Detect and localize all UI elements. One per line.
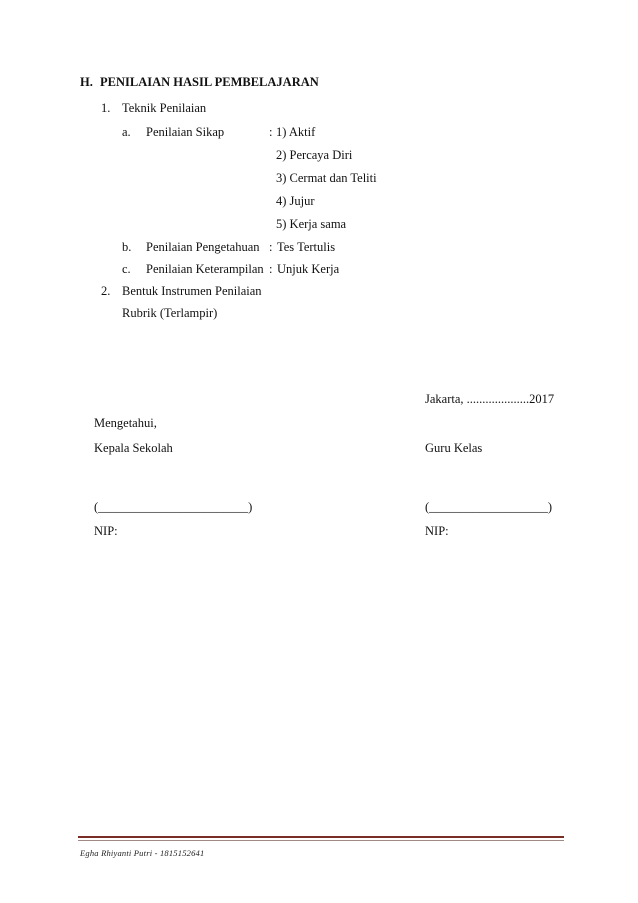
subitem-letter: a.	[122, 125, 131, 139]
item-label: Bentuk Instrumen Penilaian	[122, 284, 262, 298]
headmaster-role: Kepala Sekolah	[94, 441, 173, 455]
footer-divider	[78, 836, 564, 838]
teacher-nip: NIP:	[425, 524, 449, 538]
subitem-letter: c.	[122, 262, 131, 276]
footer-divider-thin	[78, 840, 564, 841]
teacher-role: Guru Kelas	[425, 441, 483, 455]
item-number: 1.	[101, 101, 111, 115]
place-date: Jakarta, ....................2017	[425, 392, 555, 406]
item-label: Teknik Penilaian	[122, 101, 207, 115]
headmaster-name-line: (________________________)	[94, 500, 253, 514]
subitem-separator: :	[269, 262, 273, 276]
item-detail: Rubrik (Terlampir)	[122, 306, 218, 320]
sikap-value: 3) Cermat dan Teliti	[276, 171, 377, 185]
sikap-value: 1) Aktif	[276, 125, 316, 139]
item-number: 2.	[101, 284, 111, 298]
subitem-value: Unjuk Kerja	[277, 262, 340, 276]
sikap-value: 2) Percaya Diri	[276, 148, 353, 162]
acknowledged-label: Mengetahui,	[94, 416, 157, 430]
headmaster-nip: NIP:	[94, 524, 118, 538]
footer-author: Egha Rhiyanti Putri - 1815152641	[80, 848, 205, 858]
sikap-value: 4) Jujur	[276, 194, 315, 208]
subitem-letter: b.	[122, 240, 132, 254]
section-letter: H.	[80, 75, 93, 89]
subitem-separator: :	[269, 125, 273, 139]
subitem-separator: :	[269, 240, 273, 254]
sikap-value: 5) Kerja sama	[276, 217, 347, 231]
subitem-label: Penilaian Sikap	[146, 125, 225, 139]
teacher-name-line: (___________________)	[425, 500, 553, 514]
subitem-label: Penilaian Keterampilan	[146, 262, 264, 276]
subitem-label: Penilaian Pengetahuan	[146, 240, 260, 254]
section-title: PENILAIAN HASIL PEMBELAJARAN	[100, 75, 319, 89]
subitem-value: Tes Tertulis	[277, 240, 336, 254]
